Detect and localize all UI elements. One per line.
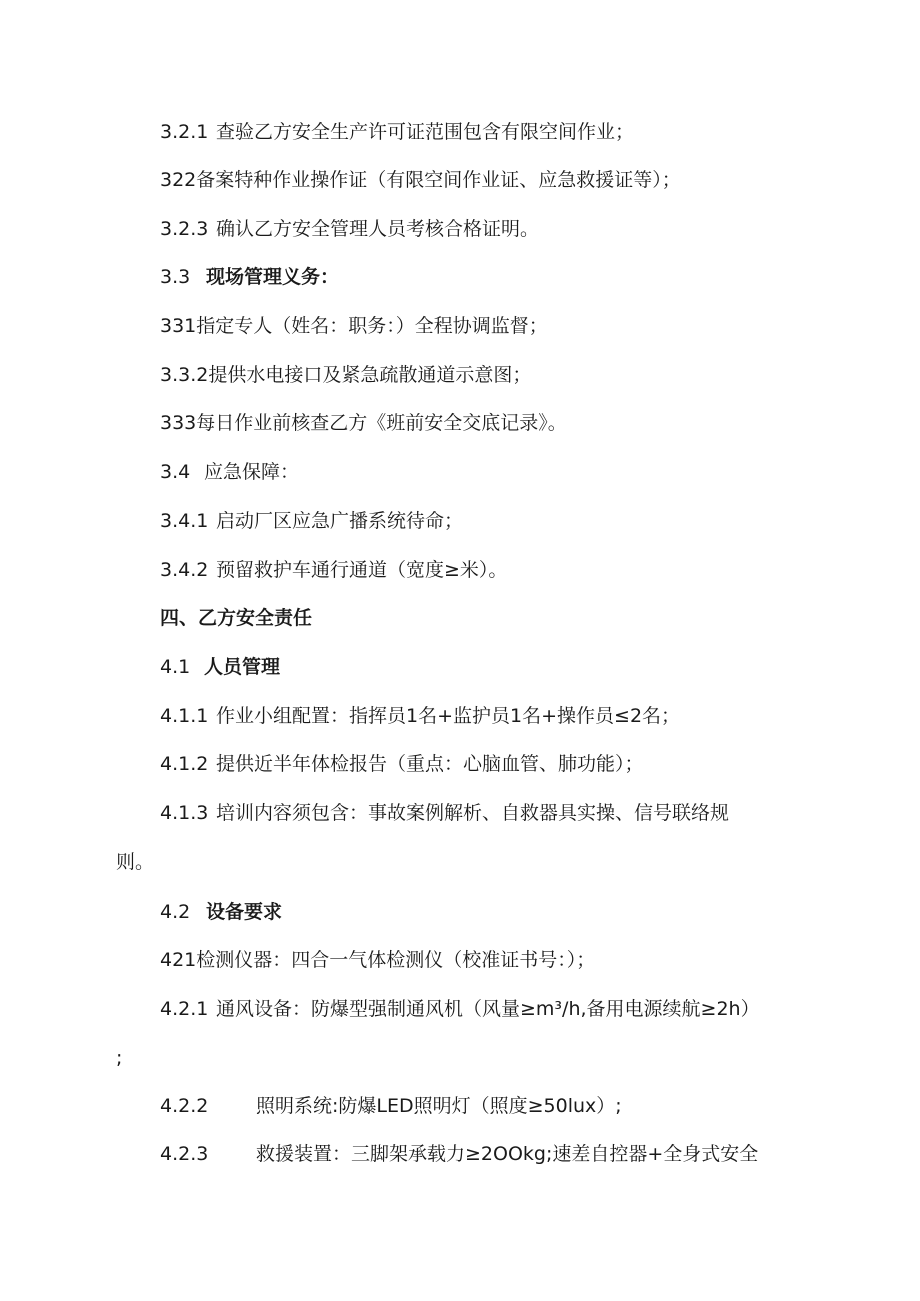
chapter-heading: 四、乙方安全责任 [160,607,313,629]
text-line: 3.4.1 启动厂区应急广播系统待命； [160,510,464,532]
section-heading: 3.4 应急保障： [160,461,300,483]
text-line: ; [116,1047,123,1069]
section-heading: 3.3 现场管理义务： [160,266,340,288]
text-line: 331指定专人（姓名：职务：）全程协调监督； [160,315,548,337]
section-heading: 4.1 人员管理 [160,656,281,678]
text-line: 3.3.2提供水电接口及紧急疏散通道示意图； [160,364,532,386]
text-line: 3.4.2 预留救护车通行通道（宽度≥米）。 [160,559,508,581]
text-line: 4.2.2 照明系统:防爆LED照明灯（照度≥50lux）; [160,1095,622,1117]
text-line: 4.1.2 提供近半年体检报告（重点：心脑血管、肺功能）； [160,753,644,775]
text-line: 4.2.3 救援装置：三脚架承载力≥2OOkg;速差自控器+全身式安全 [160,1143,759,1165]
text-line: 则。 [116,851,155,873]
text-line: 421检测仪器：四合一气体检测仪（校准证书号：）； [160,949,596,971]
text-line: 4.2.1 通风设备：防爆型强制通风机（风量≥m³/h,备用电源续航≥2h） [160,998,760,1020]
text-line: 3.2.3 确认乙方安全管理人员考核合格证明。 [160,218,540,240]
text-line: 4.1.1 作业小组配置：指挥员1名+监护员1名+操作员≤2名； [160,705,681,727]
text-line: 322备案特种作业操作证（有限空间作业证、应急救援证等）； [160,169,681,191]
text-line: 4.1.3 培训内容须包含：事故案例解析、自救器具实操、信号联络规 [160,802,730,824]
section-heading: 4.2 设备要求 [160,901,283,923]
text-line: 3.2.1 查验乙方安全生产许可证范围包含有限空间作业； [160,121,635,143]
text-line: 333每日作业前核查乙方《班前安全交底记录》。 [160,412,567,434]
